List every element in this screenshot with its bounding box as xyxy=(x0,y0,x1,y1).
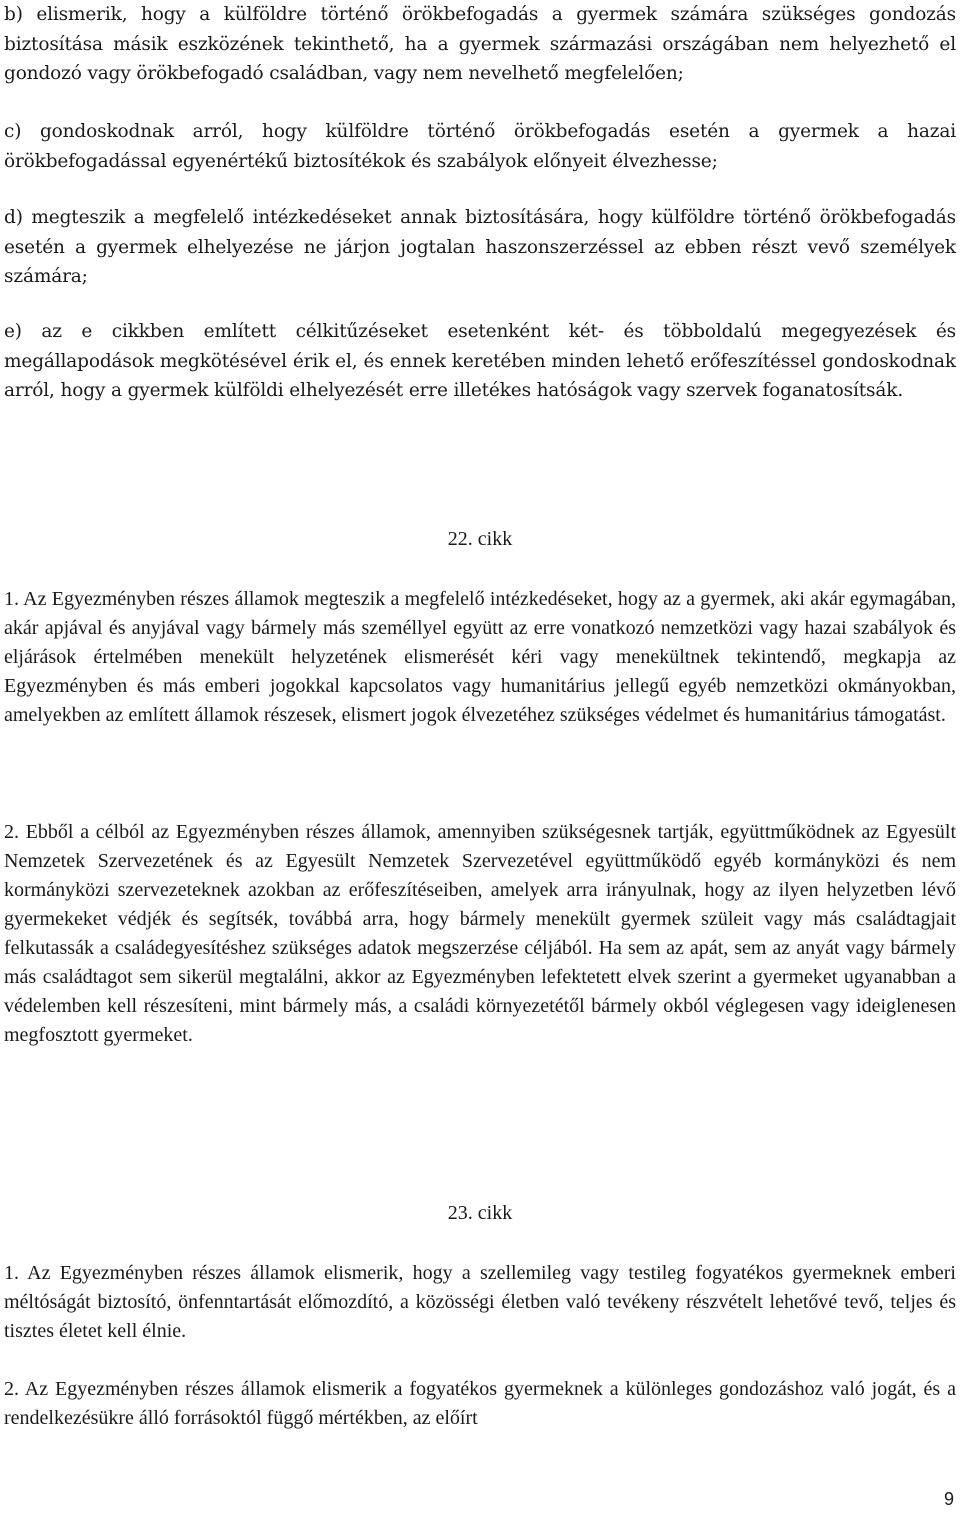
paragraph-d: d) megteszik a megfelelő intézkedéseket annak biztosítására, hogy külföldre történő örökbefogadás esetén a gyermek elhelyezése ne járjon jogtalan haszonszerzéssel az ebben részt vevő személyek számára; xyxy=(4,207,956,287)
article-23-paragraph-2: 2. Az Egyezményben részes államok elismerik a fogyatékos gyermeknek a különleges gondozáshoz való jogát, és a rendelkezésükre álló forrásoktól függő mértékben, az előírt xyxy=(4,1378,956,1429)
article-22-paragraph-2: 2. Ebből a célból az Egyezményben részes államok, amennyiben szükségesnek tartják, együttműködnek az Egyesült Nemzetek Szervezetének és az Egyesült Nemzetek Szervezetével együttműködő egyéb kormányközi és nem kormányközi szervezeteknek azokban az erőfeszítéseiben, amelyek arra irányulnak, hogy az ilyen helyzetben lévő gyermekeket védjék és segítsék, továbbá arra, hogy bármely menekült gyermek szüleit vagy más családtagjait felkutassák a családegyesítéshez szükséges adatok megszerzése céljából. Ha sem az apát, sem az anyát vagy bármely más családtagot sem sikerül megtalálni, akkor az Egyezményben lefektetett elvek szerint a gyermeket ugyanabban a védelemben kell részesíteni, mint bármely más, a családi környezetétől bármely okból véglegesen vagy ideiglenesen megfosztott gyermeket. xyxy=(4,821,956,1046)
article-23-paragraph-1: 1. Az Egyezményben részes államok elismerik, hogy a szellemileg vagy testileg fogyatékos gyermeknek emberi méltóságát biztosító, önfenntartását előmozdító, a közösségi életben való tevékeny részvételt lehetővé tevő, teljes és tisztes életet kell élnie. xyxy=(4,1262,956,1342)
paragraph-b: b) elismerik, hogy a külföldre történő örökbefogadás a gyermek számára szükséges gondozás biztosítása másik eszközének tekinthető, ha a gyermek származási országában nem helyezhető el gondozó vagy örökbefogadó családban, vagy nem nevelhető megfelelően; xyxy=(4,4,956,84)
article-23-heading: 23. cikk xyxy=(447,1202,513,1224)
paragraph-e: e) az e cikkben említett célkitűzéseket esetenként két- és többoldalú megegyezések és megállapodások megkötésével érik el, és ennek keretében minden lehető erőfeszítéssel gondoskodnak arról, hogy a gyermek külföldi elhelyezését erre illetékes hatóságok vagy szervek foganatosítsák. xyxy=(4,321,956,401)
article-22-paragraph-1: 1. Az Egyezményben részes államok megteszik a megfelelő intézkedéseket, hogy az a gyermek, aki akár egymagában, akár apjával és anyjával vagy bármely más személlyel együtt az erre vonatkozó nemzetközi vagy hazai szabályok és eljárások értelmében menekült helyzetének elismerését kéri vagy menekültnek tekintendő, megkapja az Egyezményben és más emberi jogokkal kapcsolatos vagy humanitárius jellegű egyéb nemzetközi okmányokban, amelyekben az említett államok részesek, elismert jogok élvezetéhez szükséges védelmet és humanitárius támogatást. xyxy=(4,588,956,726)
page-number: 9 xyxy=(943,1489,954,1509)
article-22-heading: 22. cikk xyxy=(447,528,513,550)
paragraph-c: c) gondoskodnak arról, hogy külföldre történő örökbefogadás esetén a gyermek a hazai örökbefogadással egyenértékű biztosítékok és szabályok előnyeit élvezhesse; xyxy=(4,121,956,172)
